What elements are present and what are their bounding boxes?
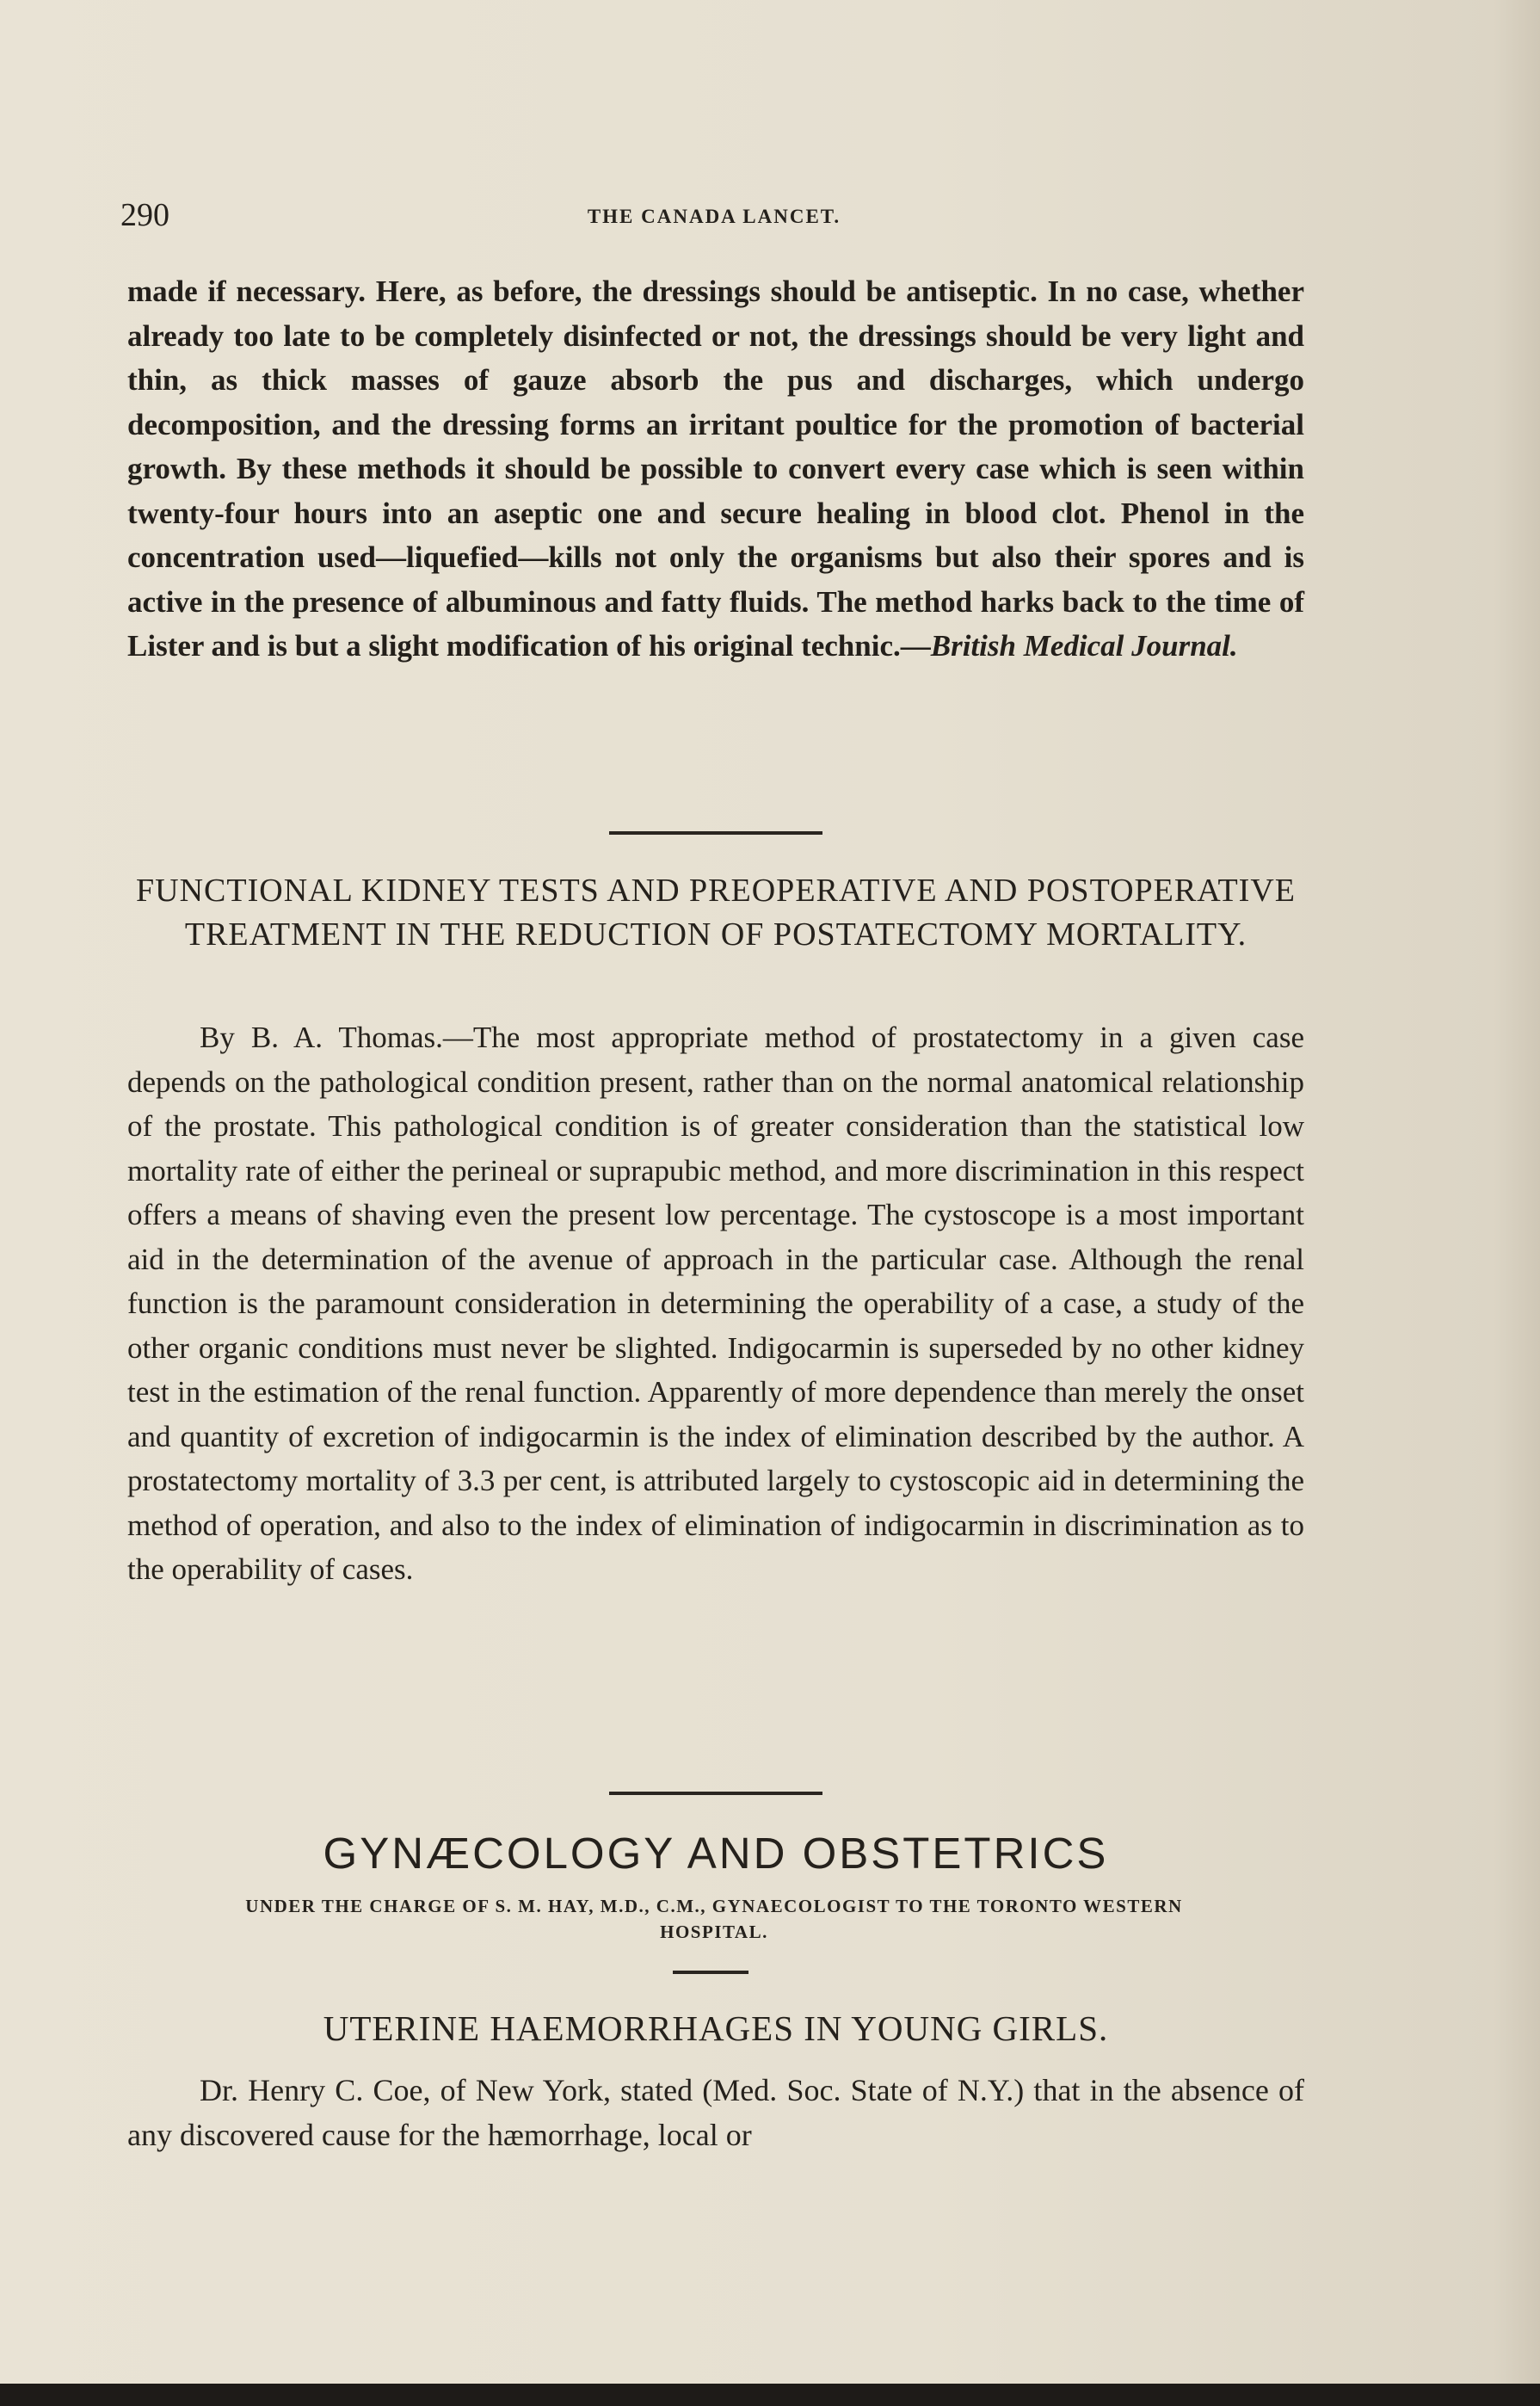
short-divider [673,1971,748,1974]
running-head [120,196,1308,234]
paragraph-text: made if necessary. Here, as before, the dressings should be antiseptic. In no case, whether already too late to be completely disinfected or not, the dressings should be very light and thin, as thick masses of gauze absorb the pus and discharges, which undergo decomposition, and the dressing forms an irritant poultice for the promotion of bacterial growth. By these methods it should be possible to convert every case which is seen within twenty-four hours into an aseptic one and secure healing in blood clot. Phenol in the concentration used—liquefied—kills not only the organisms but also their spores and is active in the presence of albuminous and fatty fluids. The method harks back to the time of Lister and is but a slight modification of his original technic.— [127,275,1304,663]
section-heading: GYNÆCOLOGY AND OBSTETRICS [323,1829,1109,1878]
section-divider [609,831,822,835]
scan-edge [0,2384,1540,2406]
article-title: FUNCTIONAL KIDNEY TESTS AND PREOPERATIVE AND POSTOPERATIVE TREATMENT IN THE REDUCTION OF POSTATECTOMY MORTALITY. [136,873,1296,953]
subarticle-body: Dr. Henry C. Coe, of New York, stated (Med. Soc. State of N.Y.) that in the absence of any discovered cause for the hæmorrhage, local or [127,2073,1304,2152]
section-subheading: UNDER THE CHARGE OF S. M. HAY, M.D., C.M., GYNAECOLOGIST TO THE TORONTO WESTERN HOSPITAL. [245,1896,1183,1942]
article-body: By B. A. Thomas.—The most appropriate method of prostatectomy in a given case depends on the pathological condition present, rather than on the normal anatomical relationship of the prostate. This pathological condition is of greater consideration than the statistical low mortality rate of either the perineal or suprapubic method, and more discrimination in this respect offers a means of shaving even the present low percentage. The cystoscope is a most important aid in the determination of the avenue of approach in the particular case. Although the renal function is the paramount consideration in determining the operability of a case, a study of the other organic conditions must never be slighted. Indigocarmin is superseded by no other kidney test in the estimation of the renal function. Apparently of more dependence than merely the onset and quantity of excretion of indigocarmin is the index of elimination described by the author. A prostatectomy mortality of 3.3 per cent, is attributed largely to cystoscopic aid in determining the method of operation, and also to the index of elimination of indigocarmin in discrimination as to the operability of cases. [127,1021,1304,1586]
page-number: 290 [120,197,169,233]
source-citation: British Medical Journal. [930,629,1238,663]
paragraph-continued [127,269,1304,669]
section-divider [609,1792,822,1795]
subarticle-title: UTERINE HAEMORRHAGES IN YOUNG GIRLS. [323,2008,1109,2048]
journal-title: THE CANADA LANCET. [587,206,841,227]
